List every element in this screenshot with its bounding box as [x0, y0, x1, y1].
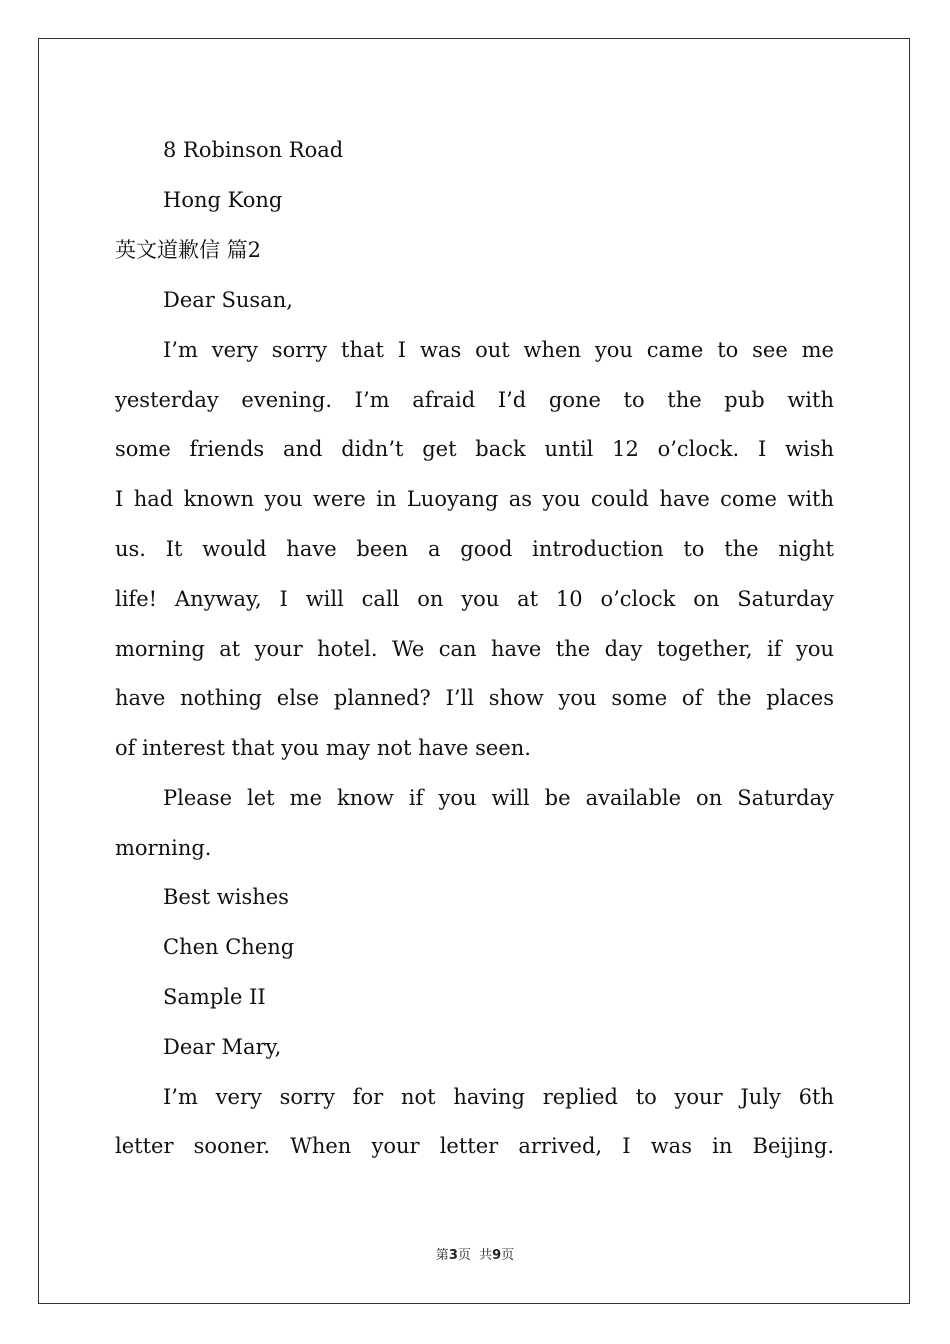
address-city: Hong Kong — [163, 188, 283, 212]
letter2-salutation: Dear Mary, — [163, 1035, 282, 1059]
letter1-p1-line: life! Anyway, I will call on you at 10 o’clock on Saturday — [115, 587, 834, 611]
letter2-p1-line: letter sooner. When your letter arrived, I was in Beijing. — [115, 1134, 834, 1158]
footer-page-number: 3 — [448, 1248, 458, 1263]
page-footer — [0, 1247, 950, 1265]
footer-total-pages: 9 — [492, 1248, 502, 1263]
letter1-p1-line: of interest that you may not have seen. — [115, 736, 531, 760]
footer-mid: 页 共 — [457, 1248, 493, 1263]
letter1-p1-line: morning at your hotel. We can have the day together, if you — [115, 637, 834, 661]
letter1-p2-line: Please let me know if you will be available on Saturday — [163, 786, 834, 810]
footer-prefix: 第 — [435, 1248, 449, 1263]
footer-suffix: 页 — [501, 1248, 515, 1263]
letter2-p1-line: I’m very sorry for not having replied to your July 6th — [163, 1085, 834, 1109]
address-street: 8 Robinson Road — [163, 138, 344, 162]
letter1-p1-line: have nothing else planned? I’ll show you some of the places — [115, 686, 834, 710]
letter1-p1-line: I had known you were in Luoyang as you could have come with — [115, 487, 834, 511]
letter1-p1-line: us. It would have been a good introduction to the night — [115, 537, 834, 561]
letter1-salutation: Dear Susan, — [163, 288, 293, 312]
letter1-signature: Chen Cheng — [163, 935, 295, 959]
letter1-p1-line: I’m very sorry that I was out when you came to see me — [163, 338, 834, 362]
letter1-closing: Best wishes — [163, 885, 289, 909]
letter1-p1-line: some friends and didn’t get back until 12 o’clock. I wish — [115, 437, 834, 461]
letter1-p1-line: yesterday evening. I’m afraid I’d gone to the pub with — [115, 388, 834, 412]
page-border — [38, 38, 910, 1304]
sample-label: Sample II — [163, 985, 266, 1009]
letter1-p2-line: morning. — [115, 836, 212, 860]
section-heading: 英文道歉信 篇2 — [115, 238, 262, 262]
